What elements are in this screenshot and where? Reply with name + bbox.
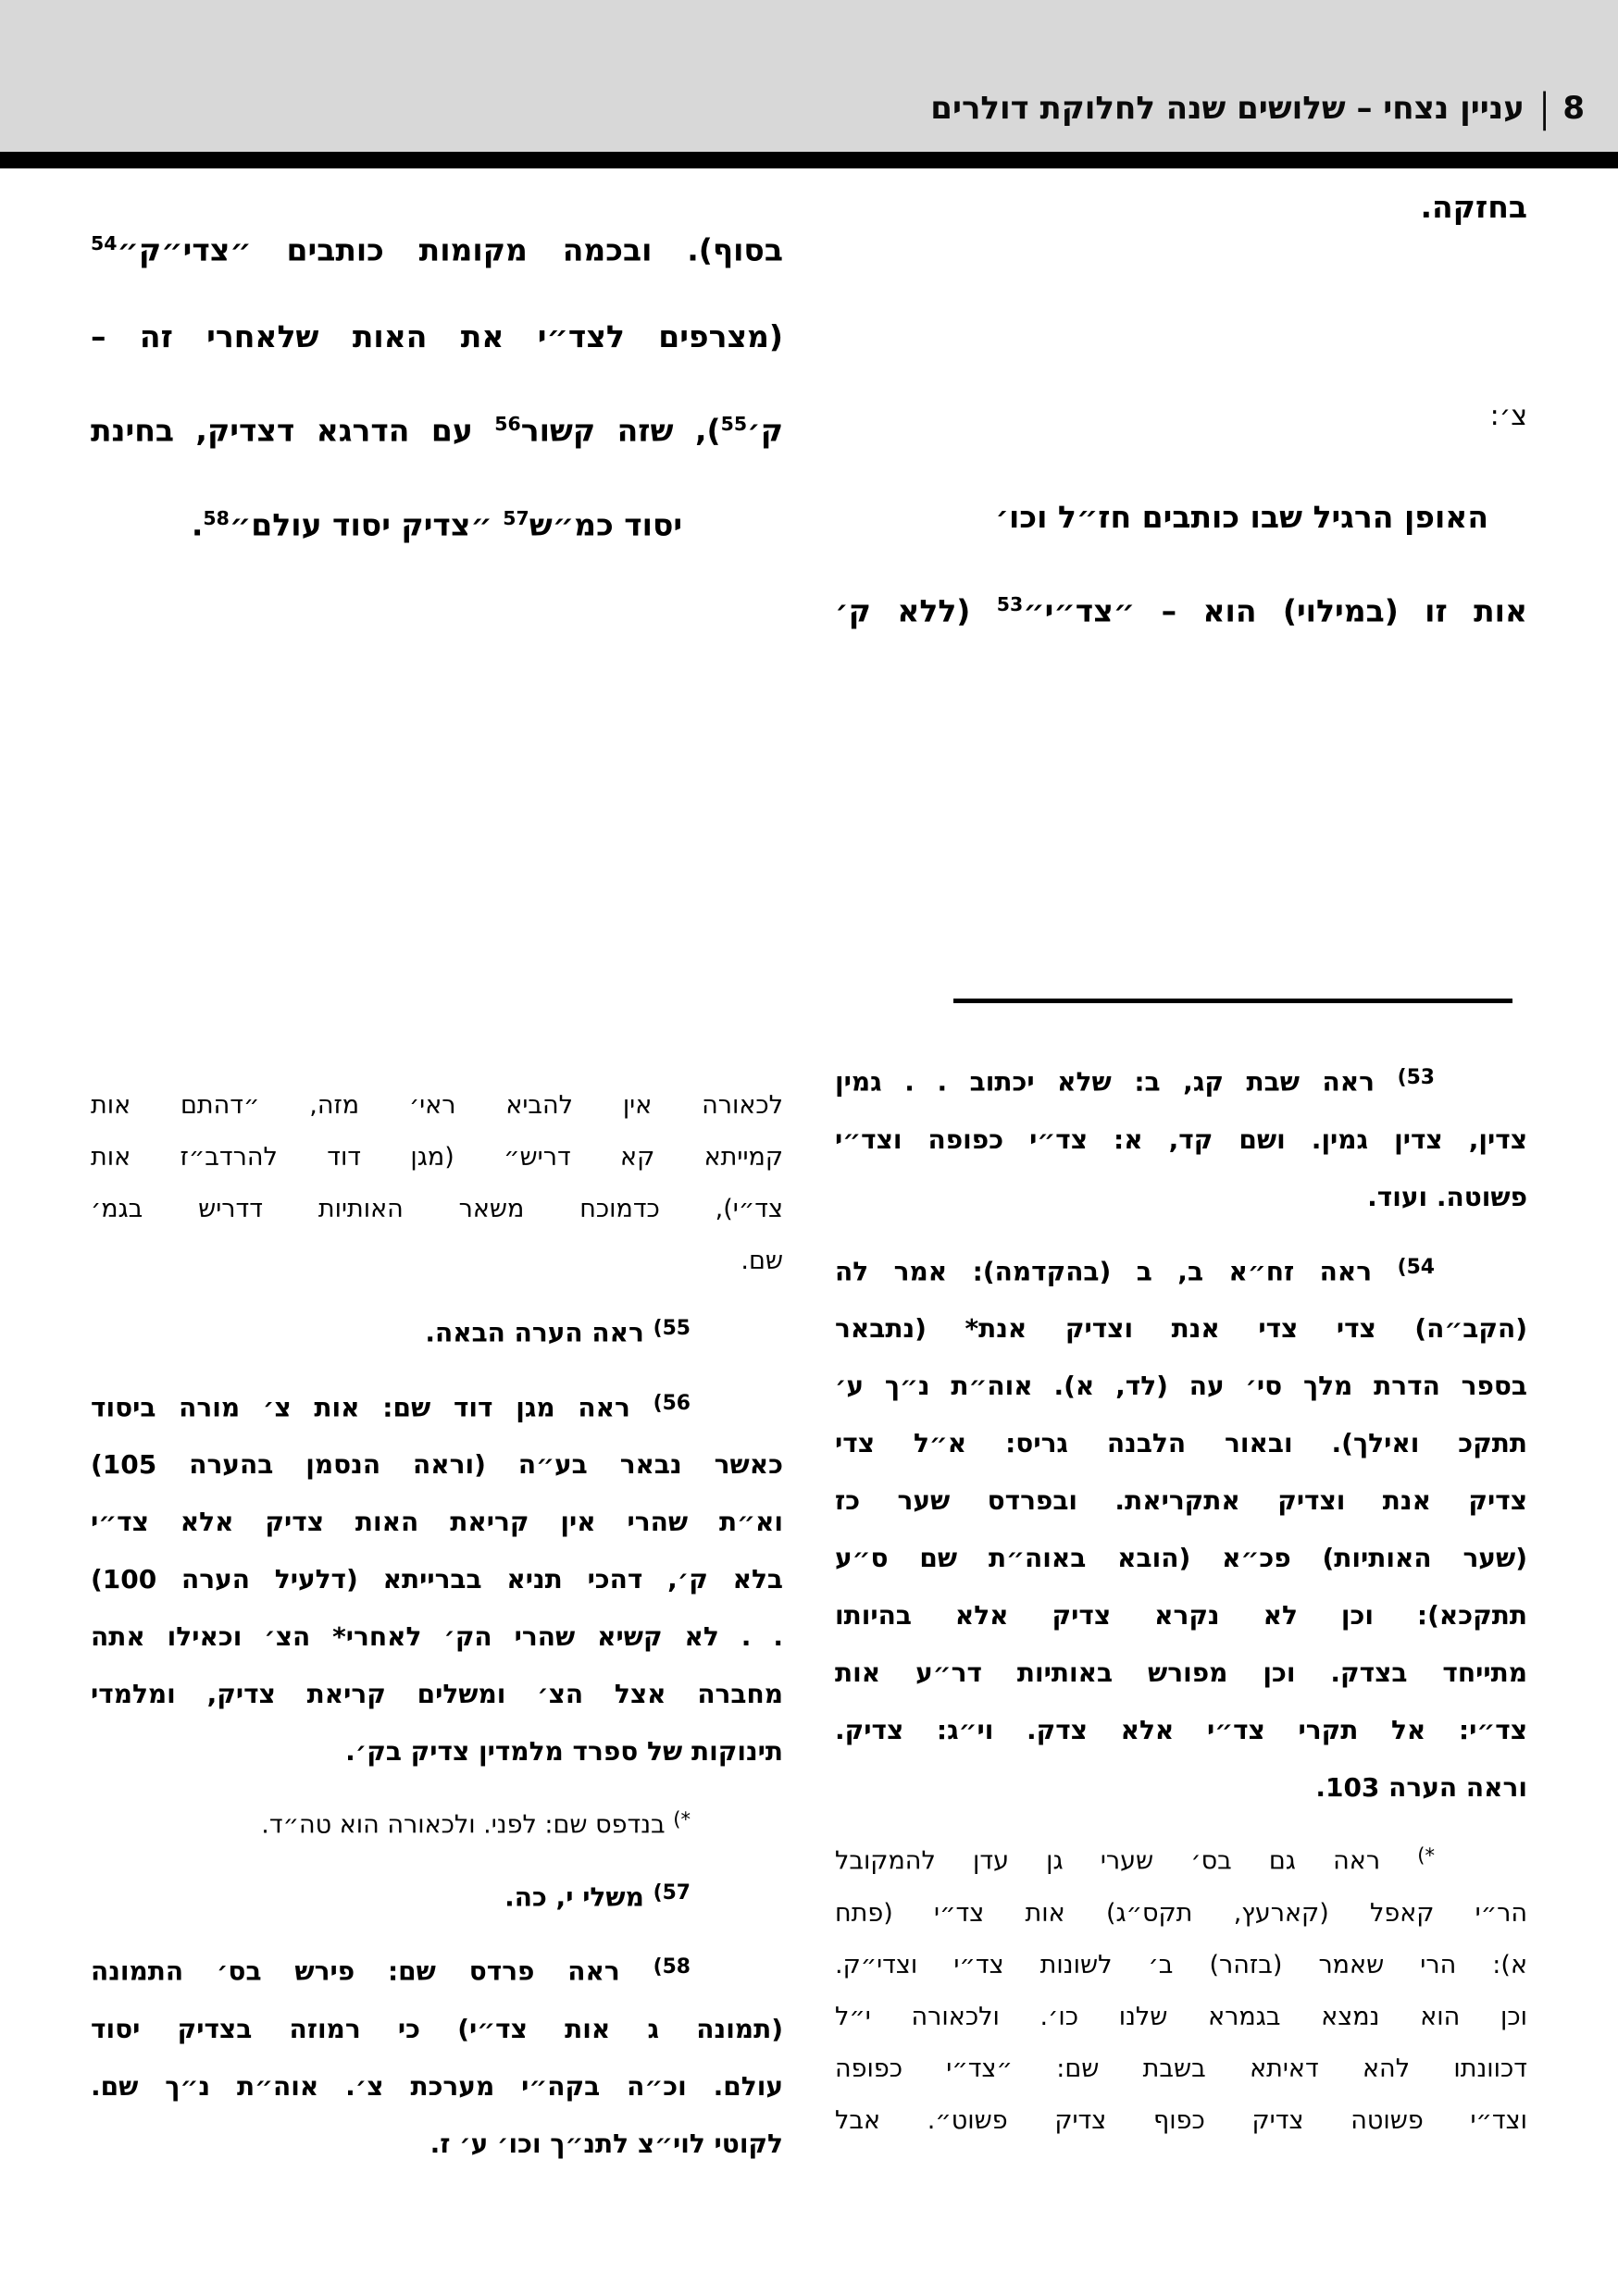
text-segment: מחברה אצל הצ׳ ומשלים קריאת צדיק, ומלמדי — [91, 1679, 783, 1710]
text-line — [835, 1530, 1527, 1587]
text-segment: תתקכא): וכן לא נקרא צדיק אלא בהיותו — [835, 1600, 1527, 1632]
text-segment: ראה גם בס׳ שערי גן עדן להמקובל — [835, 1846, 1418, 1876]
footnote-marker: *) — [673, 1807, 691, 1831]
text-segment: ראה הערה הבאה. — [425, 1317, 653, 1348]
text-segment: צד״י), כדמוכח משאר האותיות דדריש בגמ׳ — [91, 1195, 783, 1223]
text-line — [91, 2001, 783, 2058]
text-segment: (הקב״ה) צדי צדי אנת וצדיק אנת* (נתבאר — [835, 1313, 1527, 1345]
text-segment: אות זו (במילוי) הוא – ״צד״י״ — [1023, 592, 1527, 629]
footnote-ref: 56 — [494, 413, 521, 436]
column-left — [91, 168, 783, 2296]
text-segment: האופן הרגיל שבו כותבים חז״ל וכו׳ — [995, 499, 1488, 535]
text-line — [91, 1723, 783, 1781]
text-line — [91, 1793, 783, 1851]
body-paragraph-left — [91, 200, 783, 568]
text-segment: . — [191, 505, 204, 542]
text-segment: (שער האותיות) פכ״א (הובא באוה״ת שם ס״ע — [835, 1543, 1527, 1574]
header-rule — [0, 152, 1618, 168]
footnote-separator — [953, 999, 1512, 1003]
text-line — [835, 1644, 1527, 1702]
section-letter: צ׳: — [1489, 400, 1527, 432]
footnote-star-note-2 — [91, 1793, 783, 1851]
text-segment: עם הדרגא דצדיק, בחינת — [91, 412, 495, 449]
footnote-marker: 55) — [653, 1317, 691, 1340]
text-segment: צדין, צדין גמין. ושם קד, א: צד״י כפופה וצד״י — [835, 1123, 1527, 1155]
text-line — [91, 1132, 783, 1184]
text-line — [91, 1184, 783, 1235]
text-line — [835, 1472, 1527, 1530]
text-line — [91, 1939, 783, 2001]
text-segment: ראה זח״א ב, ב (בהקדמה): אמר לה — [835, 1256, 1398, 1287]
text-line — [835, 1888, 1527, 1940]
text-line — [91, 1551, 783, 1608]
footnote-marker: 58) — [653, 1955, 691, 1980]
text-line — [91, 1865, 783, 1927]
footnote-marker: 57) — [653, 1880, 691, 1905]
text-line — [91, 2058, 783, 2116]
text-line — [91, 200, 783, 293]
text-segment: א): הרי שאמר (בזהר) ב׳ לשונות צד״י וצדי״ק. — [835, 1950, 1527, 1980]
text-line — [835, 1358, 1527, 1415]
text-segment: ראה מגן דוד שם: אות צ׳ מורה ביסוד — [91, 1392, 653, 1423]
text-segment: עולם. וכ״ה בקה״י מערכת צ׳. אוה״ת נ״ך שם. — [91, 2070, 783, 2102]
text-line — [835, 1415, 1527, 1472]
text-segment: בנדפס שם: לפני. ולכאורה הוא טה״ד. — [261, 1810, 674, 1840]
text-segment: בספר הדרת מלך סי׳ עה (לד, א). אוה״ת נ״ך ע׳ — [835, 1371, 1527, 1402]
text-line — [91, 1375, 783, 1437]
text-segment: ), שזה קשור — [520, 412, 721, 449]
text-segment: יסוד כמ״ש — [529, 505, 683, 542]
footnote-55 — [91, 1300, 783, 1362]
text-line — [835, 1830, 1527, 1887]
text-line — [835, 1239, 1527, 1301]
text-segment: דכוונתו להא דאיתא בשבת שם: ״צד״י כפופה — [835, 2054, 1527, 2083]
text-line — [91, 2116, 783, 2173]
footnote-ref: 53 — [996, 593, 1024, 615]
footnote-ref: 54 — [91, 232, 118, 254]
text-line — [835, 1992, 1527, 2043]
footnote-star-note — [835, 1830, 1527, 2146]
text-segment: ראה שבת קג, ב: שלא יכתוב . . גמין — [835, 1066, 1398, 1098]
text-segment: . . לא קשיא שהרי הק׳ לאחרי* הצ׳ וכאילו אתה — [91, 1621, 783, 1653]
text-segment: תינוקות של ספרד מלמדין צדיק בק׳. — [345, 1736, 783, 1768]
footnote-marker: *) — [1417, 1843, 1435, 1868]
text-line — [835, 1587, 1527, 1644]
text-line — [835, 1940, 1527, 1992]
text-line — [91, 1494, 783, 1551]
body-paragraph-right — [835, 474, 1527, 654]
page-header — [0, 0, 1618, 152]
body-continuation-word: בחזקה. — [1420, 189, 1527, 225]
text-line — [835, 1169, 1527, 1226]
footnote-marker: 56) — [653, 1391, 691, 1415]
text-line — [835, 1111, 1527, 1169]
text-segment: שם. — [741, 1247, 783, 1275]
text-line — [91, 293, 783, 380]
text-segment: (מצרפים לצד״י את האות שלאחרי זה – — [91, 318, 783, 355]
text-segment: ראה פרדס שם: פירש בס׳ התמונה — [91, 1955, 653, 1987]
text-line — [91, 1608, 783, 1666]
footnote-56 — [91, 1375, 783, 1781]
text-segment: הר״י קאפל (קארעץ, תקס״ג) אות צד״י (פתח — [835, 1898, 1527, 1928]
text-segment: תתקכ ואילך). ובאור הלבנה גריס: א״ל צדי — [835, 1428, 1527, 1459]
text-segment: ק׳ — [747, 412, 783, 449]
page-title: עניין נצחי – שלושים שנה לחלוקת דולרים — [930, 90, 1525, 127]
footnote-53 — [835, 1049, 1527, 1226]
footnote-marker: 53) — [1397, 1066, 1435, 1089]
text-segment: וצד״י פשוטה צדיק כפוף צדיק פשוט״. אבל — [835, 2105, 1527, 2135]
text-segment: ״צדיק יסוד עולם״ — [229, 505, 504, 542]
footnote-58 — [91, 1939, 783, 2173]
column-right — [835, 168, 1527, 2296]
text-line — [835, 474, 1527, 561]
text-line — [91, 1436, 783, 1494]
text-segment: לכאורה אין להביא ראי׳ מזה, ״דהתם אות — [91, 1091, 783, 1120]
text-segment: וא״ת שהרי אין קריאת האות צדיק אלא צד״י — [91, 1507, 783, 1538]
footnote-ref: 55 — [720, 413, 748, 436]
text-line — [835, 1759, 1527, 1817]
text-segment: מתייחד בצדק. וכן מפורש באותיות דר״ע אות — [835, 1657, 1527, 1689]
footnote-54 — [835, 1239, 1527, 1818]
content-area — [91, 168, 1527, 2296]
footnote-ref: 57 — [503, 506, 529, 529]
footnote-star-note-continuation — [91, 1080, 783, 1287]
text-line — [835, 2043, 1527, 2095]
text-line — [835, 2095, 1527, 2147]
text-segment: (ללא ק׳ — [835, 592, 997, 629]
text-segment: צד״י: אל תקרי צד״י אלא צדק. וי״ג: צדיק. — [835, 1715, 1527, 1746]
text-segment: משלי י, כה. — [504, 1881, 653, 1913]
text-line — [91, 1666, 783, 1723]
page-number: 8 — [1562, 90, 1585, 127]
footnotes-left — [91, 1080, 783, 2186]
text-segment: בסוף). ובכמה מקומות כותבים ״צדי״ק״ — [117, 231, 783, 268]
text-segment: פשוטה. ועוד. — [1367, 1181, 1527, 1212]
text-segment: בלא ק׳, דהכי תניא בברייתא (דלעיל הערה 100) — [91, 1564, 783, 1595]
text-segment: וכן הוא נמצא בגמרא שלנו כו׳. ולכאורה י״ל — [835, 2002, 1527, 2031]
text-line — [91, 380, 783, 474]
text-line — [835, 1300, 1527, 1358]
text-segment: צדיק אנת וצדיק אתקריאת. ובפרדס שער כז — [835, 1485, 1527, 1517]
header-divider: | — [1538, 85, 1550, 131]
footnotes-right — [835, 1049, 1527, 2160]
text-segment: קמייתא קא דריש״ (מגן דוד להרדב״ז אות — [91, 1143, 783, 1172]
footnote-marker: 54) — [1397, 1255, 1435, 1279]
text-line — [835, 561, 1527, 654]
text-segment: לקוטי לוי״צ לתנ״ך וכו׳ ע׳ ז. — [429, 2128, 783, 2159]
text-segment: (תמונה ג אות צד״י) כי רמוזה בצדיק יסוד — [91, 2013, 783, 2044]
text-line — [91, 1235, 783, 1287]
text-line — [91, 1080, 783, 1132]
text-line — [835, 1049, 1527, 1111]
text-segment: וראה הערה 103. — [1315, 1772, 1527, 1804]
text-line — [835, 1702, 1527, 1759]
footnote-57 — [91, 1865, 783, 1927]
text-line — [91, 475, 783, 568]
text-segment: כאשר נבאר בע״ה (וראה הנסמן בהערה 105) — [91, 1449, 783, 1481]
footnote-ref: 58 — [203, 506, 230, 529]
text-line — [91, 1300, 783, 1362]
